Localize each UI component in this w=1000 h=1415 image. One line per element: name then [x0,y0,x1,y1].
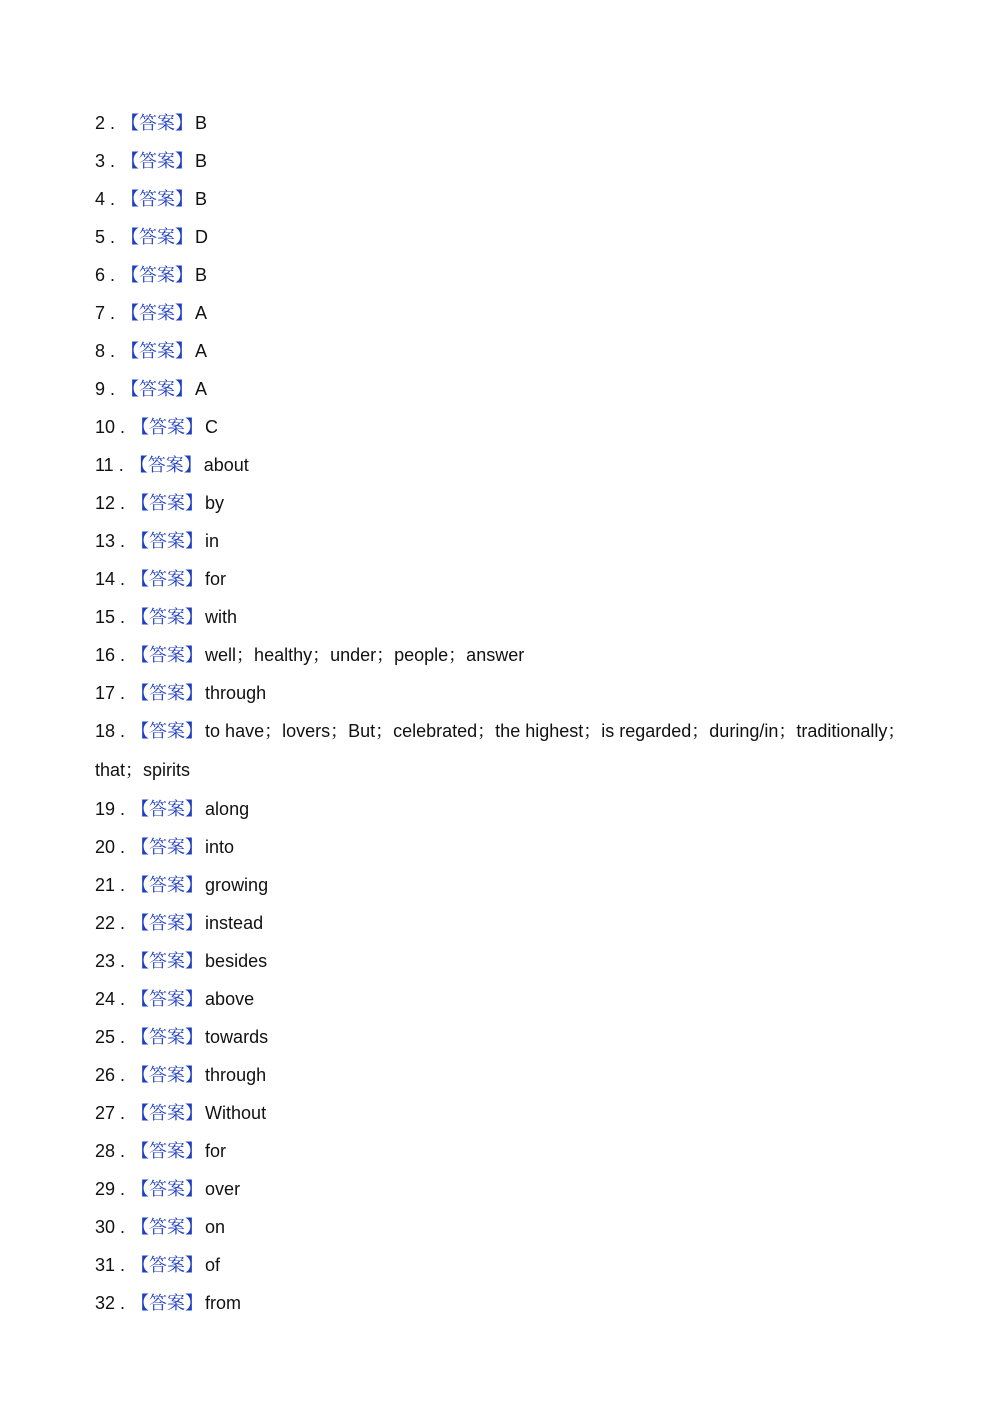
answer-separator: . [110,189,116,209]
answer-tag: 【答案】 [131,531,204,551]
answer-value: over [205,1179,241,1199]
answer-tag: 【答案】 [131,569,204,589]
answer-number: 7 [95,303,106,323]
answer-separator: . [110,341,116,361]
answer-separator: . [110,151,116,171]
answer-item [95,598,915,636]
answer-value: besides [205,951,268,971]
answer-tag: 【答案】 [131,989,204,1009]
answer-item [95,560,915,598]
answer-tag: 【答案】 [131,799,204,819]
answer-separator: . [120,1103,126,1123]
answer-value: Without [205,1103,267,1123]
answer-tag: 【答案】 [121,265,194,285]
answer-value: C [205,417,219,437]
answer-number: 17 [95,683,116,703]
answer-number: 6 [95,265,106,285]
answer-item [95,522,915,560]
answer-tag: 【答案】 [131,951,204,971]
answer-tag: 【答案】 [131,913,204,933]
answer-value: for [205,569,227,589]
answer-list [95,104,915,1322]
answer-number: 12 [95,493,116,513]
answer-item [95,674,915,712]
answer-number: 18 [95,721,116,741]
answer-separator: . [120,1141,126,1161]
answer-separator: . [120,1179,126,1199]
answer-separator: . [120,989,126,1009]
answer-item [95,370,915,408]
answer-value: A [195,379,208,399]
answer-number: 5 [95,227,106,247]
answer-tag: 【答案】 [131,1217,204,1237]
answer-number: 14 [95,569,116,589]
answer-value: above [205,989,255,1009]
answer-item [95,1170,915,1208]
answer-separator: . [120,1255,126,1275]
answer-number: 30 [95,1217,116,1237]
answer-item [95,790,915,828]
answer-value: to have；lovers；But；celebrated；the highest；is regarded；during/in；traditionally；that；spirits [95,721,906,780]
answer-separator: . [110,113,116,133]
answer-separator: . [120,683,126,703]
answer-item [95,142,915,180]
answer-tag: 【答案】 [131,1141,204,1161]
answer-value: towards [205,1027,269,1047]
answer-value: about [203,455,249,475]
answer-item [95,904,915,942]
answer-number: 22 [95,913,116,933]
answer-number: 2 [95,113,106,133]
answer-item [95,446,915,484]
answer-value: on [205,1217,226,1237]
answer-item [95,1056,915,1094]
answer-separator: . [120,493,126,513]
answer-number: 8 [95,341,106,361]
answer-separator: . [120,875,126,895]
answer-value: through [205,1065,267,1085]
answer-separator: . [110,303,116,323]
answer-tag: 【答案】 [131,1103,204,1123]
answer-value: for [205,1141,227,1161]
answer-value: from [205,1293,242,1313]
answer-value: B [195,113,208,133]
answer-number: 3 [95,151,106,171]
answer-tag: 【答案】 [131,645,204,665]
answer-number: 10 [95,417,116,437]
answer-number: 26 [95,1065,116,1085]
answer-number: 27 [95,1103,116,1123]
answer-item [95,1094,915,1132]
answer-item [95,1018,915,1056]
answer-number: 11 [95,455,114,475]
answer-number: 28 [95,1141,116,1161]
answer-separator: . [120,837,126,857]
answer-separator: . [120,1217,126,1237]
answer-separator: . [120,531,126,551]
answer-separator: . [120,1065,126,1085]
answer-item [95,180,915,218]
answer-item [95,1284,915,1322]
answer-value: A [195,303,208,323]
answer-number: 13 [95,531,116,551]
answer-item [95,256,915,294]
answer-separator: . [110,379,116,399]
answer-value: in [205,531,220,551]
answer-item [95,636,915,674]
answer-number: 32 [95,1293,116,1313]
answer-number: 20 [95,837,116,857]
answer-separator: . [120,951,126,971]
answer-item [95,104,915,142]
answer-value: instead [205,913,264,933]
answer-separator: . [120,569,126,589]
answer-number: 15 [95,607,116,627]
answer-separator: . [120,417,126,437]
answer-number: 4 [95,189,106,209]
answer-value: growing [205,875,269,895]
answer-value: by [205,493,225,513]
answer-tag: 【答案】 [131,1065,204,1085]
answer-value: with [205,607,238,627]
answer-item [95,218,915,256]
answer-number: 19 [95,799,116,819]
answer-item [95,712,915,790]
answer-value: into [205,837,235,857]
answer-item [95,408,915,446]
answer-tag: 【答案】 [121,151,194,171]
answer-value: of [205,1255,221,1275]
answer-tag: 【答案】 [131,683,204,703]
answer-tag: 【答案】 [129,455,202,475]
answer-number: 24 [95,989,116,1009]
answer-item [95,866,915,904]
answer-separator: . [120,913,126,933]
answer-value: well；healthy；under；people；answer [205,645,525,665]
answer-tag: 【答案】 [121,189,194,209]
answer-tag: 【答案】 [121,379,194,399]
answer-tag: 【答案】 [131,493,204,513]
answer-value: along [205,799,250,819]
answer-item [95,828,915,866]
answer-separator: . [120,1027,126,1047]
answer-tag: 【答案】 [131,721,204,741]
answer-tag: 【答案】 [131,837,204,857]
answer-number: 29 [95,1179,116,1199]
answer-item [95,332,915,370]
answer-tag: 【答案】 [131,607,204,627]
answer-tag: 【答案】 [131,875,204,895]
answer-item [95,294,915,332]
answer-tag: 【答案】 [121,227,194,247]
answer-value: through [205,683,267,703]
answer-number: 23 [95,951,116,971]
answer-item [95,484,915,522]
answer-item [95,1132,915,1170]
answer-number: 21 [95,875,116,895]
answer-tag: 【答案】 [121,341,194,361]
answer-value: A [195,341,208,361]
answer-tag: 【答案】 [121,113,194,133]
answer-separator: . [120,799,126,819]
answer-tag: 【答案】 [131,417,204,437]
answer-item [95,1246,915,1284]
answer-separator: . [120,645,126,665]
answer-value: B [195,265,208,285]
answer-number: 25 [95,1027,116,1047]
answer-item [95,980,915,1018]
answer-tag: 【答案】 [131,1293,204,1313]
answer-value: B [195,151,208,171]
answer-tag: 【答案】 [131,1179,204,1199]
answer-separator: . [118,455,124,475]
answer-separator: . [110,227,116,247]
answer-tag: 【答案】 [121,303,194,323]
answer-tag: 【答案】 [131,1255,204,1275]
answer-separator: . [120,1293,126,1313]
answer-tag: 【答案】 [131,1027,204,1047]
answer-value: D [195,227,209,247]
answer-number: 9 [95,379,106,399]
answer-separator: . [120,607,126,627]
answer-separator: . [120,721,126,741]
answer-number: 31 [95,1255,116,1275]
answer-separator: . [110,265,116,285]
answer-number: 16 [95,645,116,665]
answer-item [95,942,915,980]
answer-item [95,1208,915,1246]
answer-value: B [195,189,208,209]
